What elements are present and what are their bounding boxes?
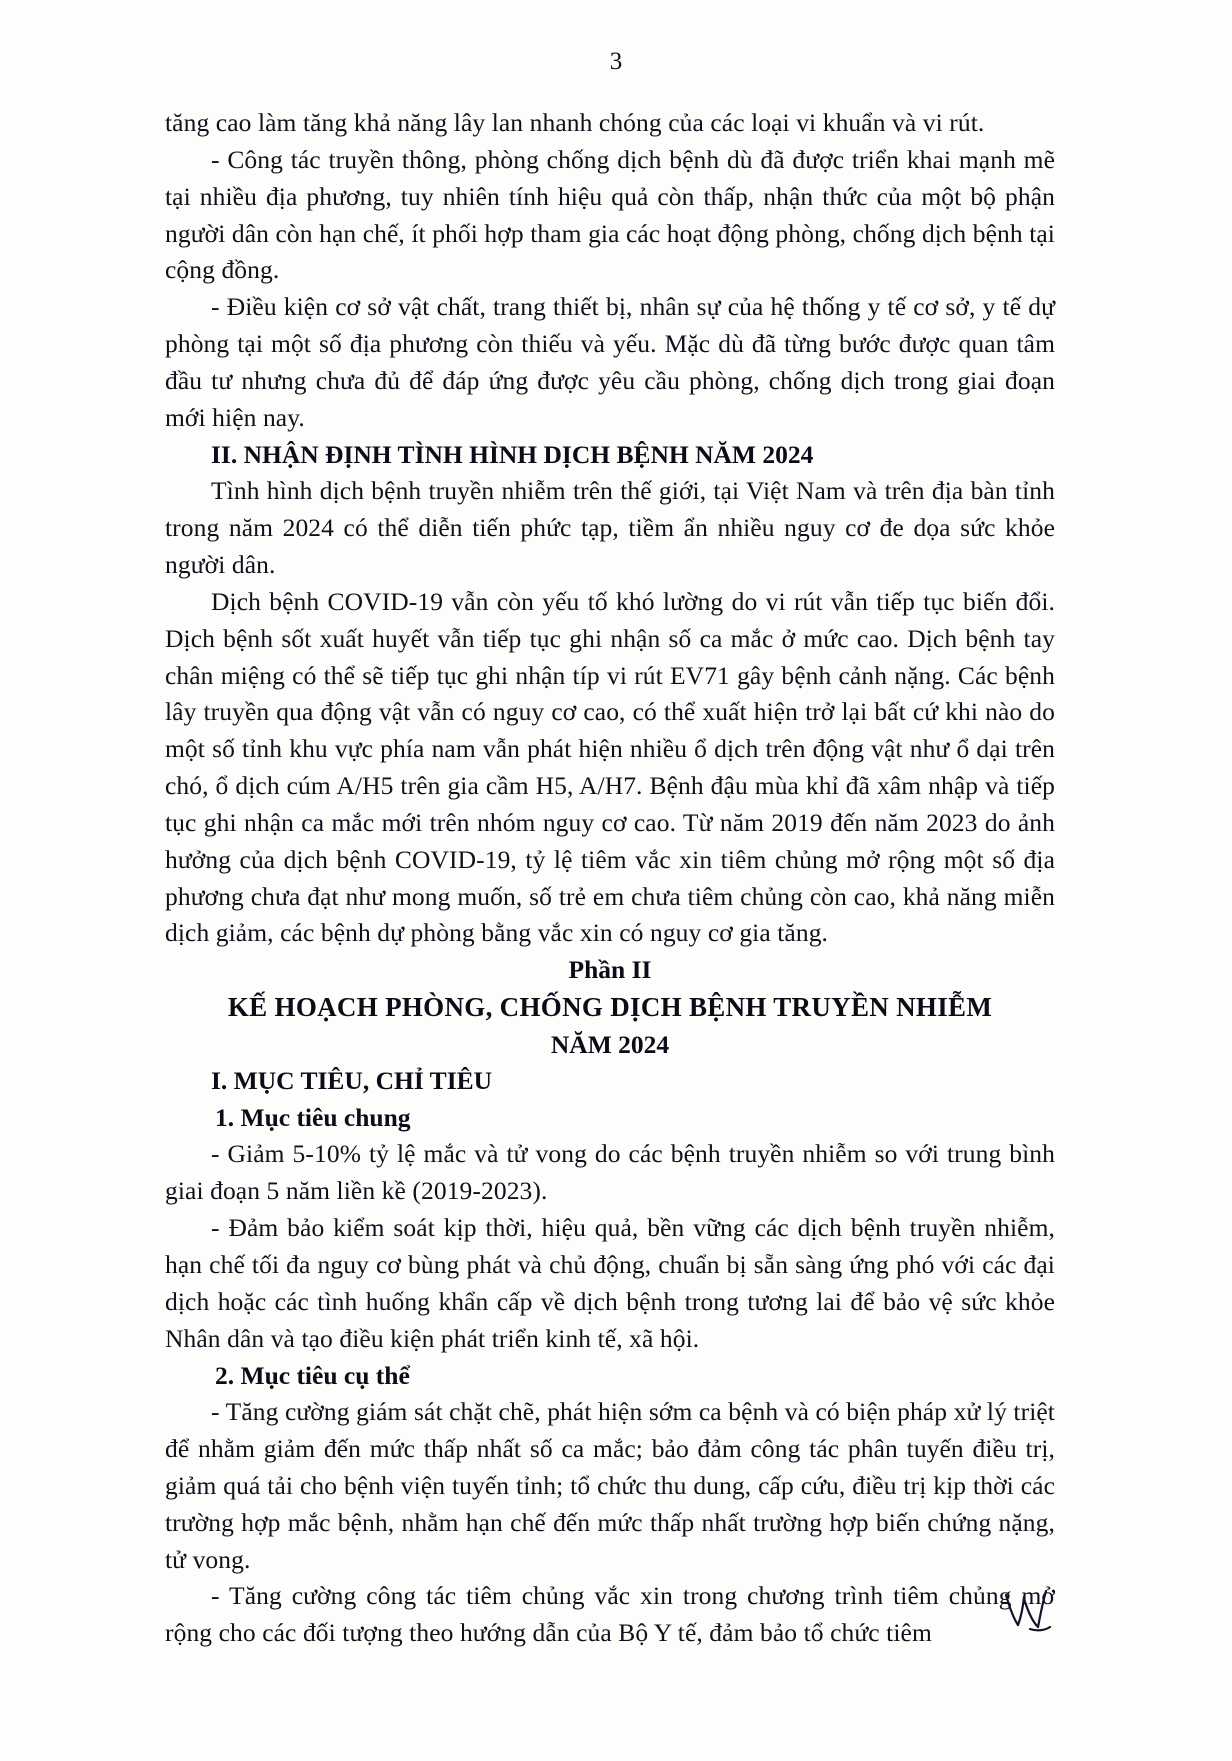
- plan-year: NĂM 2024: [550, 1029, 670, 1059]
- page-number: 3: [609, 48, 623, 75]
- paragraph-epidemic-situation: Tình hình dịch bệnh truyền nhiễm trên thế giới, tại Việt Nam và trên địa bàn tỉnh trong năm 2024 có thể diễn tiến phức tạp, tiềm ẩn nhiều nguy cơ đe dọa sức khỏe người dân.: [165, 476, 1055, 579]
- paragraph-facilities-conditions: - Điều kiện cơ sở vật chất, trang thiết bị, nhân sự của hệ thống y tế cơ sở, y tế dự phòng tại một số địa phương còn thiếu và yếu. Mặc dù đã từng bước được quan tâm đầu tư nhưng chưa đủ để đáp ứng được yêu cầu phòng, chống dịch trong giai đoạn mới hiện nay.: [165, 292, 1055, 432]
- paragraph-strengthen-surveillance: - Tăng cường giám sát chặt chẽ, phát hiện sớm ca bệnh và có biện pháp xử lý triệt để nhằm giảm đến mức thấp nhất số ca mắc; bảo đảm công tác phân tuyến điều trị, giảm quá tải cho bệnh viện tuyến tỉnh; tổ chức thu dung, cấp cứu, điều trị kịp thời các trường hợp mắc bệnh, nhằm hạn chế đến mức thấp nhất trường hợp biến chứng nặng, tử vong.: [165, 1397, 1055, 1574]
- part-title-phan-ii: Phần II: [568, 955, 652, 985]
- paragraph-strengthen-vaccination: - Tăng cường công tác tiêm chủng vắc xin trong chương trình tiêm chủng mở rộng cho các đối tượng theo hướng dẫn của Bộ Y tế, đảm bảo tổ chức tiêm: [165, 1581, 1055, 1648]
- paragraph-reduce-mortality: - Giảm 5-10% tỷ lệ mắc và tử vong do các bệnh truyền nhiễm so với trung bình giai đoạn 5 năm liền kề (2019-2023).: [165, 1139, 1055, 1206]
- subheading-specific-objective: 2. Mục tiêu cụ thể: [215, 1360, 410, 1390]
- subheading-general-objective: 1. Mục tiêu chung: [215, 1102, 411, 1132]
- section-heading-i-objectives: I. MỤC TIÊU, CHỈ TIÊU: [211, 1066, 493, 1096]
- section-heading-ii: II. NHẬN ĐỊNH TÌNH HÌNH DỊCH BỆNH NĂM 2024: [211, 439, 814, 469]
- paragraph-covid-forecast: Dịch bệnh COVID-19 vẫn còn yếu tố khó lường do vi rút vẫn tiếp tục biến đổi. Dịch bệnh sốt xuất huyết vẫn tiếp tục ghi nhận số ca mắc ở mức cao. Dịch bệnh tay chân miệng có thể sẽ tiếp tục ghi nhận típ vi rút EV71 gây bệnh cảnh nặng. Các bệnh lây truyền qua động vật vẫn có nguy cơ cao, có thể xuất hiện trở lại bất cứ khi nào do một số tỉnh khu vực phía nam vẫn phát hiện nhiều ổ dịch trên động vật như ổ dại trên chó, ổ dịch cúm A/H5 trên gia cầm H5, A/H7. Bệnh đậu mùa khỉ đã xâm nhập và tiếp tục ghi nhận ca mắc mới trên nhóm nguy cơ cao. Từ năm 2019 đến năm 2023 do ảnh hưởng của dịch bệnh COVID-19, tỷ lệ tiêm vắc xin tiêm chủng mở rộng một số địa phương chưa đạt như mong muốn, số trẻ em chưa tiêm chủng còn cao, khả năng miễn dịch giảm, các bệnh dự phòng bằng vắc xin có nguy cơ gia tăng.: [165, 586, 1055, 948]
- paragraph-continuation: tăng cao làm tăng khả năng lây lan nhanh chóng của các loại vi khuẩn và vi rút.: [165, 108, 985, 137]
- paragraph-ensure-control: - Đảm bảo kiểm soát kịp thời, hiệu quả, bền vững các dịch bệnh truyền nhiễm, hạn chế tối đa nguy cơ bùng phát và chủ động, chuẩn bị sẵn sàng ứng phó với các đại dịch hoặc các tình huống khẩn cấp về dịch bệnh trong tương lai để bảo vệ sức khỏe Nhân dân và tạo điều kiện phát triển kinh tế, xã hội.: [165, 1213, 1055, 1353]
- handwritten-signature-mark: [994, 1585, 1064, 1645]
- plan-title: KẾ HOẠCH PHÒNG, CHỐNG DỊCH BỆNH TRUYỀN NHIỄM: [227, 992, 993, 1023]
- document-body: [165, 105, 1055, 1652]
- paragraph-communication-work: - Công tác truyền thông, phòng chống dịch bệnh dù đã được triển khai mạnh mẽ tại nhiều địa phương, tuy nhiên tính hiệu quả còn thấp, nhận thức của một bộ phận người dân còn hạn chế, ít phối hợp tham gia các hoạt động phòng, chống dịch bệnh tại cộng đồng.: [165, 144, 1055, 285]
